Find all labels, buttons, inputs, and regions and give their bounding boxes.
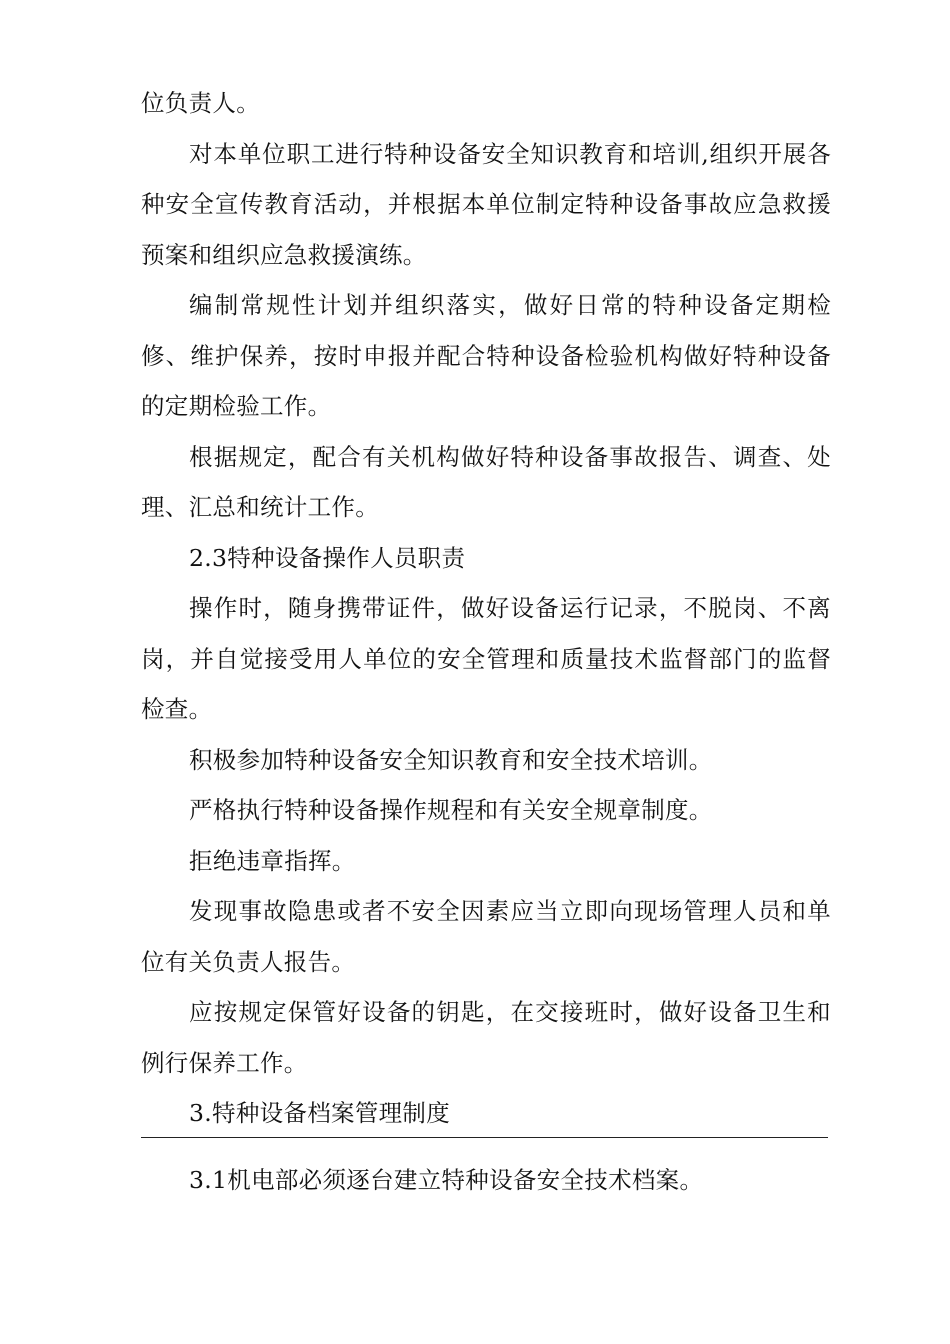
section-heading-archive-management: 3.特种设备档案管理制度 <box>189 1099 451 1127</box>
section-heading-operator-duties: 2.3特种设备操作人员职责 <box>189 543 466 572</box>
paragraph-hazard-report: 发现事故隐患或者不安全因素应当立即向现场管理人员和单位有关负责人报告。 <box>141 897 831 976</box>
paragraph-training: 对本单位职工进行特种设备安全知识教育和培训,组织开展各种安全宣传教育活动，并根据本单位制定特种设备事故应急救援预案和组织应急救援演练。 <box>141 139 831 269</box>
paragraph-continuation: 位负责人。 <box>141 89 260 117</box>
paragraph-key-custody: 应按规定保管好设备的钥匙，在交接班时，做好设备卫生和例行保养工作。 <box>141 998 831 1077</box>
document-body <box>141 78 831 1139</box>
paragraph-procedures: 严格执行特种设备操作规程和有关安全规章制度。 <box>189 796 713 824</box>
paragraph-training-participation: 积极参加特种设备安全知识教育和安全技术培训。 <box>189 745 713 774</box>
paragraph-maintenance-plan: 编制常规性计划并组织落实，做好日常的特种设备定期检修、维护保养，按时申报并配合特种设备检验机构做好特种设备的定期检验工作。 <box>141 291 831 420</box>
paragraph-accident-report: 根据规定，配合有关机构做好特种设备事故报告、调查、处理、汇总和统计工作。 <box>141 442 831 521</box>
paragraph-operation-rules: 操作时，随身携带证件，做好设备运行记录，不脱岗、不离岗，并自觉接受用人单位的安全管理和质量技术监督部门的监督检查。 <box>141 594 831 723</box>
horizontal-divider <box>141 1137 828 1138</box>
paragraph-refuse-violation: 拒绝违章指挥。 <box>189 846 356 875</box>
paragraph-archive-rule: 3.1机电部必须逐台建立特种设备安全技术档案。 <box>189 1166 704 1194</box>
